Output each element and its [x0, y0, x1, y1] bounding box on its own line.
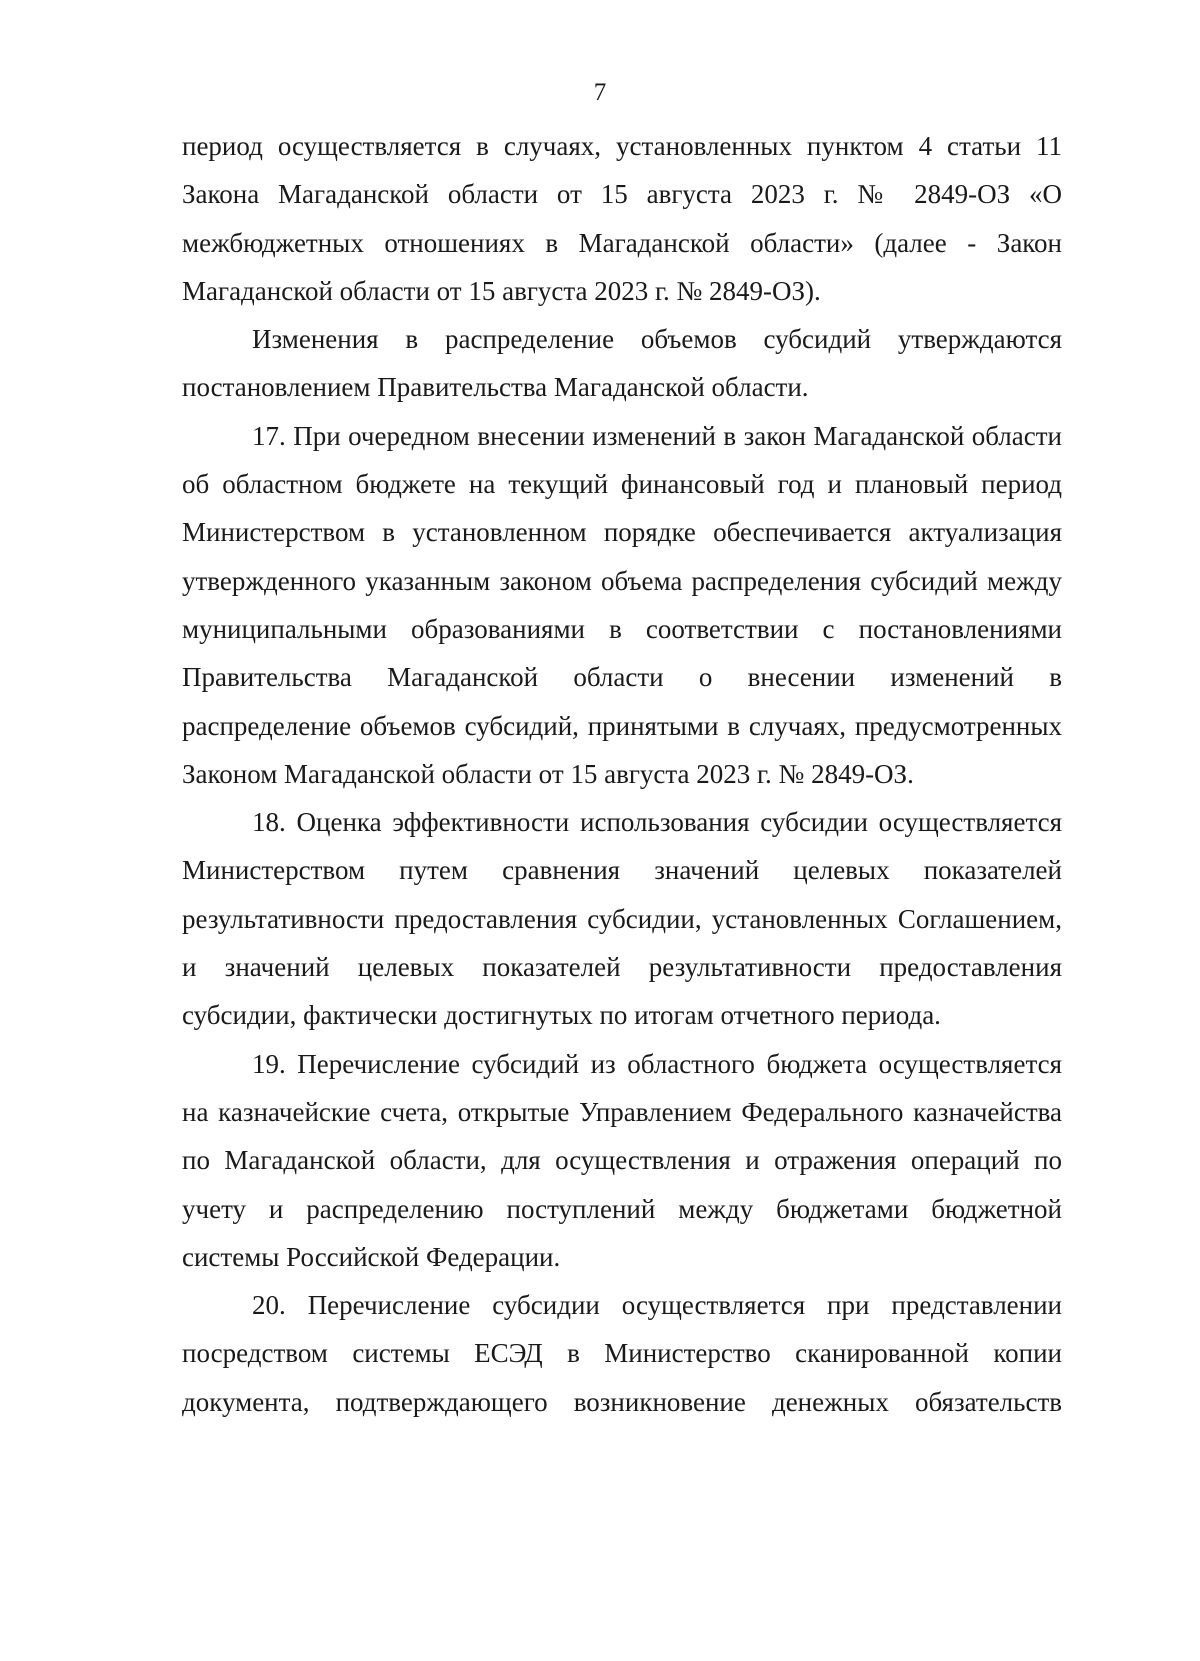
paragraph-17: 17. При очередном внесении изменений в закон Магаданской области об областном бюджете на текущий финансовый год и плановый период Министерством в установленном порядке обеспечивается актуализация утвержденного указанным законом объема распределения субсидий между муниципальными образованиями в соответствии с постановлениями Правительства Магаданской области о внесении изменений в распределение объемов субсидий, принятыми в случаях, предусмотренных Законом Магаданской области от 15 августа 2023 г. № 2849-ОЗ.	[182, 420, 1062, 789]
paragraph-changes-approval: Изменения в распределение объемов субсидий утверждаются постановлением Правительства Магаданской области.	[182, 324, 1062, 403]
document-body	[182, 122, 1062, 1426]
paragraph-19: 19. Перечисление субсидий из областного бюджета осуществляется на казначейские счета, открытые Управлением Федерального казначейства по Магаданской области, для осуществления и отражения операций по учету и распределению поступлений между бюджетами бюджетной системы Российской Федерации.	[182, 1048, 1062, 1272]
paragraph-continuation: период осуществляется в случаях, установленных пунктом 4 статьи 11 Закона Магаданской области от 15 августа 2023 г. № 2849-ОЗ «О межбюджетных отношениях в Магаданской области» (далее - Закон Магаданской области от 15 августа 2023 г. № 2849-ОЗ).	[182, 131, 1062, 306]
page-number: 7	[593, 79, 607, 106]
paragraph-20: 20. Перечисление субсидии осуществляется при представлении посредством системы ЕСЭД в Министерство сканированной копии документа, подтверждающего возникновение денежных обязательств	[182, 1290, 1062, 1417]
paragraph-18: 18. Оценка эффективности использования субсидии осуществляется Министерством путем сравнения значений целевых показателей результативности предоставления субсидии, установленных Соглашением, и значений целевых показателей результативности предоставления субсидии, фактически достигнутых по итогам отчетного периода.	[182, 807, 1062, 1031]
